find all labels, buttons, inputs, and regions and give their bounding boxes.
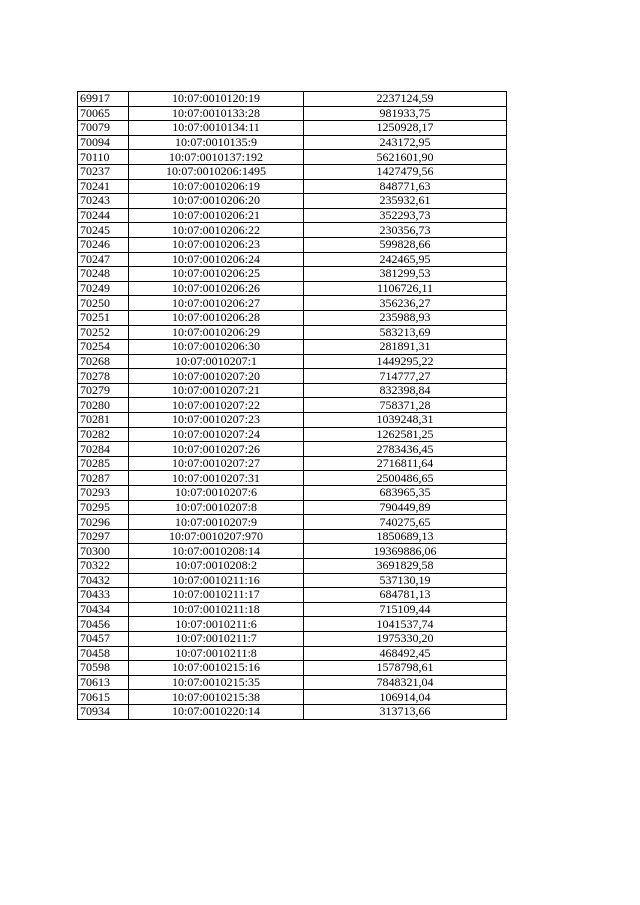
record-id-cell: 70613: [78, 675, 129, 690]
amount-cell: 7848321,04: [304, 675, 507, 690]
table-row: [78, 573, 507, 588]
record-id-cell: 70268: [78, 354, 129, 369]
table-row: [78, 267, 507, 282]
cadastral-number-cell: 10:07:0010135:9: [129, 135, 304, 150]
table-row: [78, 515, 507, 530]
data-table: [77, 91, 507, 720]
record-id-cell: 70065: [78, 106, 129, 121]
table-row: [78, 471, 507, 486]
amount-cell: 1975330,20: [304, 631, 507, 646]
record-id-cell: 70287: [78, 471, 129, 486]
record-id-cell: 70254: [78, 340, 129, 355]
record-id-cell: 70598: [78, 661, 129, 676]
cadastral-number-cell: 10:07:0010208:2: [129, 559, 304, 574]
table-row: [78, 194, 507, 209]
record-id-cell: 70244: [78, 208, 129, 223]
table-row: [78, 398, 507, 413]
table-row: [78, 252, 507, 267]
table-row: [78, 456, 507, 471]
amount-cell: 230356,73: [304, 223, 507, 238]
amount-cell: 848771,63: [304, 179, 507, 194]
cadastral-number-cell: 10:07:0010206:30: [129, 340, 304, 355]
record-id-cell: 70094: [78, 135, 129, 150]
record-id-cell: 70281: [78, 413, 129, 428]
amount-cell: 356236,27: [304, 296, 507, 311]
cadastral-number-cell: 10:07:0010120:19: [129, 92, 304, 107]
cadastral-number-cell: 10:07:0010207:21: [129, 383, 304, 398]
record-id-cell: 70934: [78, 704, 129, 719]
cadastral-number-cell: 10:07:0010206:26: [129, 281, 304, 296]
amount-cell: 243172,95: [304, 135, 507, 150]
table-row: [78, 690, 507, 705]
record-id-cell: 70278: [78, 369, 129, 384]
table-row: [78, 135, 507, 150]
amount-cell: 715109,44: [304, 602, 507, 617]
record-id-cell: 70249: [78, 281, 129, 296]
amount-cell: 684781,13: [304, 588, 507, 603]
amount-cell: 235988,93: [304, 310, 507, 325]
amount-cell: 832398,84: [304, 383, 507, 398]
cadastral-number-cell: 10:07:0010207:8: [129, 500, 304, 515]
amount-cell: 5621601,90: [304, 150, 507, 165]
table-row: [78, 340, 507, 355]
amount-cell: 599828,66: [304, 237, 507, 252]
amount-cell: 19369886,06: [304, 544, 507, 559]
table-row: [78, 427, 507, 442]
record-id-cell: 70457: [78, 631, 129, 646]
table-row: [78, 413, 507, 428]
table-row: [78, 325, 507, 340]
cadastral-number-cell: 10:07:0010211:18: [129, 602, 304, 617]
amount-cell: 235932,61: [304, 194, 507, 209]
table-row: [78, 646, 507, 661]
cadastral-number-cell: 10:07:0010220:14: [129, 704, 304, 719]
cadastral-number-cell: 10:07:0010207:23: [129, 413, 304, 428]
cadastral-number-cell: 10:07:0010133:28: [129, 106, 304, 121]
record-id-cell: 70297: [78, 529, 129, 544]
amount-cell: 1449295,22: [304, 354, 507, 369]
table-body: [78, 92, 507, 720]
amount-cell: 106914,04: [304, 690, 507, 705]
table-row: [78, 237, 507, 252]
record-id-cell: 70243: [78, 194, 129, 209]
amount-cell: 468492,45: [304, 646, 507, 661]
amount-cell: 714777,27: [304, 369, 507, 384]
amount-cell: 758371,28: [304, 398, 507, 413]
table-row: [78, 704, 507, 719]
table-row: [78, 281, 507, 296]
table-row: [78, 559, 507, 574]
table-row: [78, 179, 507, 194]
cadastral-number-cell: 10:07:0010211:8: [129, 646, 304, 661]
cadastral-number-cell: 10:07:0010206:20: [129, 194, 304, 209]
amount-cell: 281891,31: [304, 340, 507, 355]
cadastral-number-cell: 10:07:0010137:192: [129, 150, 304, 165]
record-id-cell: 70248: [78, 267, 129, 282]
table-row: [78, 296, 507, 311]
amount-cell: 537130,19: [304, 573, 507, 588]
cadastral-number-cell: 10:07:0010215:35: [129, 675, 304, 690]
cadastral-number-cell: 10:07:0010207:970: [129, 529, 304, 544]
record-id-cell: 70079: [78, 121, 129, 136]
record-id-cell: 70280: [78, 398, 129, 413]
table-row: [78, 208, 507, 223]
table-row: [78, 588, 507, 603]
table-row: [78, 150, 507, 165]
amount-cell: 352293,73: [304, 208, 507, 223]
cadastral-number-cell: 10:07:0010215:38: [129, 690, 304, 705]
cadastral-number-cell: 10:07:0010208:14: [129, 544, 304, 559]
table-row: [78, 310, 507, 325]
cadastral-number-cell: 10:07:0010134:11: [129, 121, 304, 136]
cadastral-number-cell: 10:07:0010207:26: [129, 442, 304, 457]
cadastral-number-cell: 10:07:0010206:27: [129, 296, 304, 311]
amount-cell: 3691829,58: [304, 559, 507, 574]
table-row: [78, 631, 507, 646]
amount-cell: 981933,75: [304, 106, 507, 121]
cadastral-number-cell: 10:07:0010206:25: [129, 267, 304, 282]
amount-cell: 1262581,25: [304, 427, 507, 442]
cadastral-number-cell: 10:07:0010207:24: [129, 427, 304, 442]
table-row: [78, 529, 507, 544]
amount-cell: 1578798,61: [304, 661, 507, 676]
table-row: [78, 544, 507, 559]
amount-cell: 740275,65: [304, 515, 507, 530]
cadastral-number-cell: 10:07:0010215:16: [129, 661, 304, 676]
cadastral-number-cell: 10:07:0010206:1495: [129, 164, 304, 179]
cadastral-number-cell: 10:07:0010206:23: [129, 237, 304, 252]
amount-cell: 242465,95: [304, 252, 507, 267]
amount-cell: 790449,89: [304, 500, 507, 515]
amount-cell: 1039248,31: [304, 413, 507, 428]
table-row: [78, 486, 507, 501]
record-id-cell: 70250: [78, 296, 129, 311]
table-row: [78, 500, 507, 515]
table-row: [78, 121, 507, 136]
cadastral-number-cell: 10:07:0010206:22: [129, 223, 304, 238]
amount-cell: 1041537,74: [304, 617, 507, 632]
table-row: [78, 223, 507, 238]
record-id-cell: 70458: [78, 646, 129, 661]
table-row: [78, 602, 507, 617]
cadastral-number-cell: 10:07:0010206:21: [129, 208, 304, 223]
record-id-cell: 70285: [78, 456, 129, 471]
table-row: [78, 442, 507, 457]
record-id-cell: 70615: [78, 690, 129, 705]
cadastral-number-cell: 10:07:0010207:22: [129, 398, 304, 413]
table-row: [78, 92, 507, 107]
table-row: [78, 369, 507, 384]
record-id-cell: 70434: [78, 602, 129, 617]
record-id-cell: 70110: [78, 150, 129, 165]
record-id-cell: 70251: [78, 310, 129, 325]
amount-cell: 2237124,59: [304, 92, 507, 107]
cadastral-number-cell: 10:07:0010206:28: [129, 310, 304, 325]
cadastral-number-cell: 10:07:0010206:24: [129, 252, 304, 267]
amount-cell: 583213,69: [304, 325, 507, 340]
cadastral-number-cell: 10:07:0010211:17: [129, 588, 304, 603]
record-id-cell: 70246: [78, 237, 129, 252]
record-id-cell: 70293: [78, 486, 129, 501]
record-id-cell: 70433: [78, 588, 129, 603]
cadastral-number-cell: 10:07:0010207:31: [129, 471, 304, 486]
cadastral-number-cell: 10:07:0010211:6: [129, 617, 304, 632]
record-id-cell: 70241: [78, 179, 129, 194]
cadastral-number-cell: 10:07:0010207:20: [129, 369, 304, 384]
table-row: [78, 383, 507, 398]
record-id-cell: 70284: [78, 442, 129, 457]
cadastral-number-cell: 10:07:0010207:9: [129, 515, 304, 530]
table-row: [78, 164, 507, 179]
record-id-cell: 69917: [78, 92, 129, 107]
cadastral-number-cell: 10:07:0010207:27: [129, 456, 304, 471]
amount-cell: 2500486,65: [304, 471, 507, 486]
amount-cell: 1850689,13: [304, 529, 507, 544]
amount-cell: 2783436,45: [304, 442, 507, 457]
cadastral-number-cell: 10:07:0010211:7: [129, 631, 304, 646]
record-id-cell: 70252: [78, 325, 129, 340]
record-id-cell: 70456: [78, 617, 129, 632]
table-row: [78, 661, 507, 676]
amount-cell: 1106726,11: [304, 281, 507, 296]
amount-cell: 683965,35: [304, 486, 507, 501]
table-row: [78, 354, 507, 369]
record-id-cell: 70245: [78, 223, 129, 238]
cadastral-number-cell: 10:07:0010206:19: [129, 179, 304, 194]
record-id-cell: 70247: [78, 252, 129, 267]
amount-cell: 313713,66: [304, 704, 507, 719]
cadastral-number-cell: 10:07:0010206:29: [129, 325, 304, 340]
amount-cell: 381299,53: [304, 267, 507, 282]
record-id-cell: 70300: [78, 544, 129, 559]
record-id-cell: 70279: [78, 383, 129, 398]
table-row: [78, 106, 507, 121]
record-id-cell: 70295: [78, 500, 129, 515]
cadastral-number-cell: 10:07:0010207:1: [129, 354, 304, 369]
amount-cell: 1250928,17: [304, 121, 507, 136]
amount-cell: 2716811,64: [304, 456, 507, 471]
record-id-cell: 70282: [78, 427, 129, 442]
record-id-cell: 70296: [78, 515, 129, 530]
cadastral-number-cell: 10:07:0010211:16: [129, 573, 304, 588]
cadastral-number-cell: 10:07:0010207:6: [129, 486, 304, 501]
table-row: [78, 617, 507, 632]
amount-cell: 1427479,56: [304, 164, 507, 179]
record-id-cell: 70237: [78, 164, 129, 179]
record-id-cell: 70432: [78, 573, 129, 588]
record-id-cell: 70322: [78, 559, 129, 574]
table-row: [78, 675, 507, 690]
